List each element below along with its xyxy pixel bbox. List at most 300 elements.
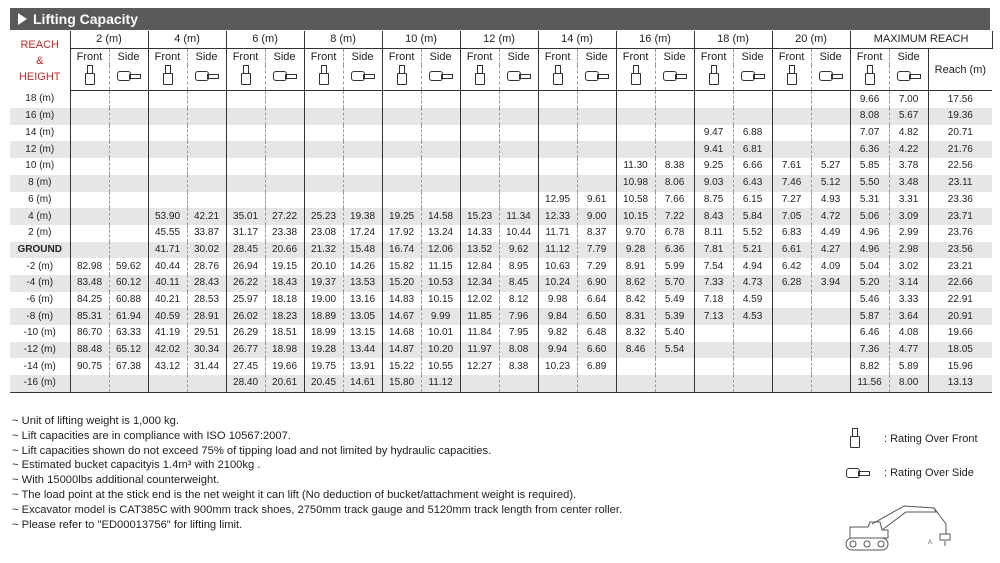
front-capacity [226,108,265,125]
side-capacity: 5.49 [655,292,694,309]
side-capacity: 3.33 [889,292,928,309]
front-capacity: 11.84 [460,325,499,342]
reach-value: 15.96 [928,358,992,375]
side-capacity: 6.88 [733,125,772,142]
side-capacity: 6.90 [577,275,616,292]
distance-header: 4 (m) [148,31,226,48]
front-capacity: 40.59 [148,308,187,325]
side-capacity [421,141,460,158]
front-capacity [538,141,577,158]
side-capacity: 13.05 [343,308,382,325]
side-capacity: 5.52 [733,225,772,242]
note-line: ~ Unit of lifting weight is 1,000 kg. [12,415,179,427]
side-capacity: 12.06 [421,242,460,259]
front-rating-cell [304,65,343,91]
side-rating-cell [733,65,772,91]
reach-height-header-line: & [36,54,44,67]
side-capacity: 6.48 [577,325,616,342]
side-capacity: 6.64 [577,292,616,309]
table-row [10,258,992,275]
side-capacity [499,175,538,192]
reach-value: 20.91 [928,308,992,325]
front-capacity: 4.96 [850,225,889,242]
front-capacity: 25.97 [226,292,265,309]
side-label: Side [343,48,382,65]
side-capacity: 59.62 [109,258,148,275]
front-capacity [148,175,187,192]
side-rating-icon [195,69,219,83]
front-capacity [304,141,343,158]
front-capacity [70,208,109,225]
side-label: Side [499,48,538,65]
front-capacity [694,358,733,375]
side-capacity [265,91,304,108]
front-capacity: 26.94 [226,258,265,275]
front-capacity: 8.08 [850,108,889,125]
front-capacity [616,91,655,108]
table-row [10,308,992,325]
front-capacity [616,358,655,375]
side-capacity: 4.82 [889,125,928,142]
front-capacity [616,141,655,158]
front-capacity [382,108,421,125]
front-capacity: 85.31 [70,308,109,325]
front-capacity: 40.44 [148,258,187,275]
front-label: Front [382,48,421,65]
side-capacity [733,91,772,108]
side-capacity: 14.58 [421,208,460,225]
side-capacity: 8.38 [655,158,694,175]
height-label: -8 (m) [10,308,70,325]
front-capacity [226,158,265,175]
side-capacity [811,91,850,108]
side-capacity: 4.53 [733,308,772,325]
front-capacity: 12.02 [460,292,499,309]
front-capacity: 26.29 [226,325,265,342]
table-body [10,91,992,392]
side-label: Side [421,48,460,65]
page-title: Lifting Capacity [33,11,139,27]
table-row [10,225,992,242]
front-capacity [382,192,421,209]
front-capacity [538,91,577,108]
front-capacity: 6.46 [850,325,889,342]
side-capacity [577,91,616,108]
front-capacity: 11.71 [538,225,577,242]
side-capacity: 6.78 [655,225,694,242]
front-capacity: 9.41 [694,141,733,158]
side-capacity [733,375,772,392]
front-capacity: 5.20 [850,275,889,292]
side-capacity: 4.94 [733,258,772,275]
height-label: 2 (m) [10,225,70,242]
front-capacity: 14.68 [382,325,421,342]
distance-header: 14 (m) [538,31,616,48]
front-capacity: 19.37 [304,275,343,292]
side-capacity: 60.88 [109,292,148,309]
side-capacity [499,375,538,392]
side-label: Side [655,48,694,65]
front-capacity: 9.84 [538,308,577,325]
front-capacity [304,125,343,142]
side-capacity: 9.00 [577,208,616,225]
front-capacity: 17.92 [382,225,421,242]
front-capacity: 6.36 [850,141,889,158]
side-capacity [655,125,694,142]
front-capacity [304,108,343,125]
side-capacity: 13.91 [343,358,382,375]
side-capacity: 13.44 [343,342,382,359]
side-capacity: 10.44 [499,225,538,242]
side-capacity [265,108,304,125]
front-rating-cell [382,65,421,91]
front-capacity: 82.98 [70,258,109,275]
table-row [10,375,992,392]
side-label: Side [811,48,850,65]
side-capacity: 13.24 [421,225,460,242]
side-capacity [187,375,226,392]
front-capacity [70,91,109,108]
side-capacity [421,175,460,192]
front-capacity [772,108,811,125]
side-capacity: 5.67 [889,108,928,125]
side-capacity: 29.51 [187,325,226,342]
note-line: ~ Please refer to "ED00013756" for lifting limit. [12,518,243,531]
front-capacity: 6.61 [772,242,811,259]
side-capacity: 7.79 [577,242,616,259]
side-capacity [499,91,538,108]
front-capacity: 5.85 [850,158,889,175]
side-capacity: 67.38 [109,358,148,375]
front-capacity: 26.22 [226,275,265,292]
front-capacity: 5.50 [850,175,889,192]
side-capacity [265,192,304,209]
height-label: -4 (m) [10,275,70,292]
side-capacity [187,158,226,175]
side-capacity: 8.06 [655,175,694,192]
side-capacity [421,108,460,125]
side-capacity: 7.00 [889,91,928,108]
front-capacity: 15.23 [460,208,499,225]
side-capacity: 28.43 [187,275,226,292]
side-capacity: 6.66 [733,158,772,175]
front-capacity [616,125,655,142]
side-rating-cell [265,65,304,91]
side-capacity [499,108,538,125]
side-capacity: 18.51 [265,325,304,342]
front-rating-icon [475,65,484,85]
side-capacity [733,358,772,375]
side-capacity: 3.31 [889,192,928,209]
side-capacity: 10.55 [421,358,460,375]
front-capacity [538,125,577,142]
front-capacity [460,192,499,209]
side-capacity [109,158,148,175]
side-capacity [265,158,304,175]
front-capacity: 5.04 [850,258,889,275]
front-capacity: 16.74 [382,242,421,259]
side-capacity: 5.21 [733,242,772,259]
side-capacity [343,91,382,108]
side-capacity: 18.23 [265,308,304,325]
front-capacity [460,108,499,125]
front-capacity: 26.77 [226,342,265,359]
side-capacity: 31.44 [187,358,226,375]
front-capacity: 11.12 [538,242,577,259]
side-capacity: 17.24 [343,225,382,242]
front-rating-icon [865,65,874,85]
reach-value: 18.05 [928,342,992,359]
side-capacity: 14.61 [343,375,382,392]
side-capacity: 5.89 [889,358,928,375]
distance-header: 20 (m) [772,31,850,48]
side-rating-icon [741,69,765,83]
front-capacity: 5.06 [850,208,889,225]
front-capacity: 31.17 [226,225,265,242]
side-capacity: 13.15 [343,325,382,342]
front-capacity: 14.67 [382,308,421,325]
side-capacity [577,141,616,158]
side-capacity: 2.98 [889,242,928,259]
side-rating-icon [846,466,870,480]
front-capacity [70,375,109,392]
front-capacity: 7.13 [694,308,733,325]
side-capacity: 33.87 [187,225,226,242]
front-capacity: 18.99 [304,325,343,342]
side-rating-icon [429,69,453,83]
side-capacity: 7.22 [655,208,694,225]
front-capacity: 86.70 [70,325,109,342]
front-capacity [226,175,265,192]
front-capacity [304,158,343,175]
front-rating-icon [241,65,250,85]
front-rating-cell [850,65,889,91]
side-capacity: 63.33 [109,325,148,342]
front-rating-cell [70,65,109,91]
side-capacity [109,242,148,259]
front-capacity [382,125,421,142]
side-capacity: 4.72 [811,208,850,225]
side-capacity [343,108,382,125]
front-capacity: 28.40 [226,375,265,392]
side-capacity: 10.53 [421,275,460,292]
front-capacity: 12.95 [538,192,577,209]
front-capacity: 19.25 [382,208,421,225]
side-capacity [655,358,694,375]
side-capacity [343,141,382,158]
legend-front-label: : Rating Over Front [884,433,978,445]
front-capacity: 42.02 [148,342,187,359]
side-capacity: 4.22 [889,141,928,158]
height-label: 8 (m) [10,175,70,192]
front-capacity: 11.30 [616,158,655,175]
front-capacity [70,192,109,209]
front-capacity: 9.82 [538,325,577,342]
side-capacity: 5.27 [811,158,850,175]
front-capacity [772,91,811,108]
front-capacity: 8.31 [616,308,655,325]
side-capacity: 5.12 [811,175,850,192]
front-capacity: 19.75 [304,358,343,375]
side-capacity [109,208,148,225]
front-capacity [694,342,733,359]
note-line: ~ With 15000lbs additional counterweight. [12,474,220,487]
front-capacity: 8.11 [694,225,733,242]
front-capacity: 6.42 [772,258,811,275]
table-row [10,91,992,108]
front-capacity [460,91,499,108]
front-rating-icon [787,65,796,85]
side-capacity: 5.84 [733,208,772,225]
side-capacity [655,91,694,108]
front-capacity [772,141,811,158]
side-capacity: 3.02 [889,258,928,275]
side-capacity: 8.45 [499,275,538,292]
front-capacity [460,158,499,175]
front-capacity [226,125,265,142]
side-rating-cell [343,65,382,91]
front-rating-cell [616,65,655,91]
side-rating-icon [663,69,687,83]
front-capacity [694,325,733,342]
front-capacity [772,292,811,309]
reach-value: 23.71 [928,208,992,225]
side-capacity: 4.08 [889,325,928,342]
side-capacity [265,175,304,192]
reach-value: 20.71 [928,125,992,142]
side-capacity: 4.93 [811,192,850,209]
side-capacity: 3.48 [889,175,928,192]
side-capacity: 42.21 [187,208,226,225]
front-capacity [148,158,187,175]
side-rating-cell [109,65,148,91]
legend-side-label: : Rating Over Side [884,467,974,479]
front-capacity [70,175,109,192]
side-capacity [811,375,850,392]
distance-header: 8 (m) [304,31,382,48]
side-capacity: 4.59 [733,292,772,309]
side-capacity [109,225,148,242]
front-capacity [148,192,187,209]
front-capacity: 15.20 [382,275,421,292]
side-rating-cell [889,65,928,91]
side-rating-cell [577,65,616,91]
distance-header: 18 (m) [694,31,772,48]
title-bar [10,8,990,30]
front-capacity [70,158,109,175]
side-capacity: 20.66 [265,242,304,259]
front-capacity: 15.82 [382,258,421,275]
front-capacity: 11.56 [850,375,889,392]
front-label: Front [694,48,733,65]
front-capacity: 88.48 [70,342,109,359]
front-capacity [382,91,421,108]
front-capacity: 12.27 [460,358,499,375]
side-capacity: 30.34 [187,342,226,359]
front-capacity [304,192,343,209]
front-rating-cell [460,65,499,91]
front-capacity: 11.85 [460,308,499,325]
front-capacity: 9.66 [850,91,889,108]
side-capacity: 9.62 [499,242,538,259]
front-capacity: 10.15 [616,208,655,225]
front-capacity: 27.45 [226,358,265,375]
side-capacity: 20.61 [265,375,304,392]
side-capacity [109,175,148,192]
front-capacity [460,375,499,392]
front-capacity: 28.45 [226,242,265,259]
table-row [10,208,992,225]
side-capacity: 65.12 [109,342,148,359]
front-rating-cell [538,65,577,91]
reach-column-header: Reach (m) [928,48,992,91]
reach-value: 22.56 [928,158,992,175]
height-label: -14 (m) [10,358,70,375]
side-capacity [109,125,148,142]
front-capacity: 14.87 [382,342,421,359]
side-capacity: 14.26 [343,258,382,275]
height-label: 14 (m) [10,125,70,142]
front-rating-icon [709,65,718,85]
front-capacity: 9.03 [694,175,733,192]
front-capacity [460,141,499,158]
distance-header: 2 (m) [70,31,148,48]
side-capacity: 2.99 [889,225,928,242]
front-capacity: 8.32 [616,325,655,342]
side-rating-icon [585,69,609,83]
front-capacity [382,141,421,158]
front-capacity: 7.33 [694,275,733,292]
side-rating-cell [499,65,538,91]
front-capacity: 4.96 [850,242,889,259]
side-label: Side [889,48,928,65]
side-capacity: 7.95 [499,325,538,342]
front-capacity: 12.34 [460,275,499,292]
side-capacity [733,325,772,342]
front-capacity [148,125,187,142]
side-capacity: 3.94 [811,275,850,292]
side-capacity: 8.95 [499,258,538,275]
front-capacity: 8.42 [616,292,655,309]
reach-value: 23.21 [928,258,992,275]
side-capacity: 18.98 [265,342,304,359]
front-capacity: 8.62 [616,275,655,292]
side-rating-icon [351,69,375,83]
height-label: -10 (m) [10,325,70,342]
front-capacity [538,158,577,175]
front-capacity: 12.84 [460,258,499,275]
front-capacity [70,141,109,158]
front-rating-cell [226,65,265,91]
side-capacity [343,175,382,192]
side-capacity: 13.53 [343,275,382,292]
front-label: Front [304,48,343,65]
side-capacity [343,192,382,209]
side-capacity: 30.02 [187,242,226,259]
front-capacity: 9.28 [616,242,655,259]
side-capacity [811,108,850,125]
reach-value: 19.66 [928,325,992,342]
side-capacity: 3.78 [889,158,928,175]
front-label: Front [460,48,499,65]
front-capacity [226,141,265,158]
side-label: Side [187,48,226,65]
front-capacity [538,175,577,192]
height-label: 6 (m) [10,192,70,209]
play-arrow-icon [18,13,27,25]
front-capacity: 19.28 [304,342,343,359]
height-label: -2 (m) [10,258,70,275]
